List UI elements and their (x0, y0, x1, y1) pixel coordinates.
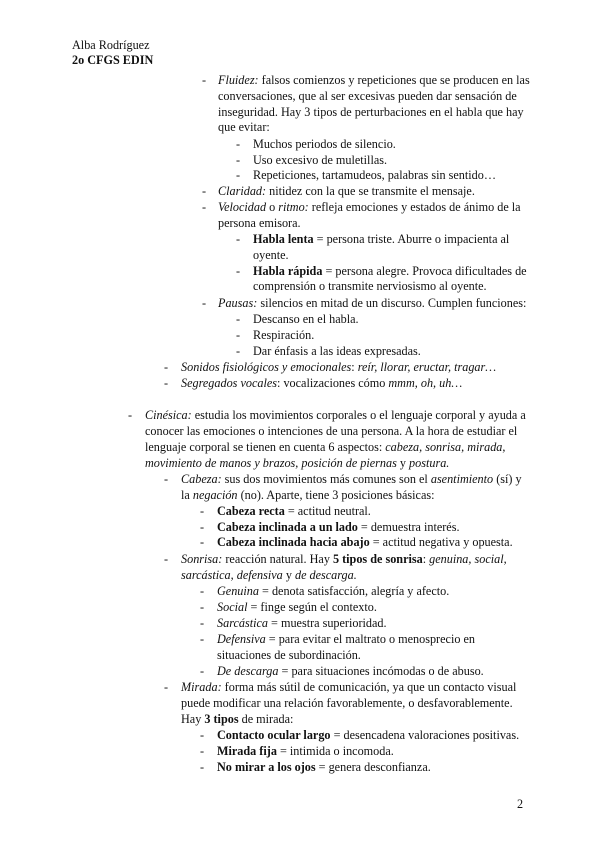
bold-term: Cabeza inclinada hacia abajo (217, 535, 370, 549)
bold-term: Cabeza inclinada a un lado (217, 520, 358, 534)
term: Velocidad (218, 200, 267, 214)
cabeza-item (217, 535, 513, 551)
mirada-item (217, 744, 394, 760)
sonrisa-item (217, 584, 449, 600)
segregados-line (181, 376, 462, 392)
cabeza-item (217, 520, 460, 536)
bullet-dash: - (200, 664, 205, 678)
text: = intimida o incomoda. (276, 744, 394, 758)
bullet-dash: - (200, 600, 205, 614)
bullet-dash: - (236, 137, 241, 151)
text: (sí) y (493, 472, 522, 486)
bullet-dash: - (236, 344, 241, 358)
term: negación (192, 488, 238, 502)
sonrisa-item-continuation: situaciones de subordinación. (217, 648, 361, 662)
term: Cinésica: (145, 408, 192, 422)
bullet-dash: - (200, 584, 205, 598)
bold-term: Cabeza recta (217, 504, 285, 518)
mirada-item (217, 760, 431, 776)
fluidez-line-4: que evitar: (218, 120, 270, 134)
cabeza-line-2 (181, 488, 435, 504)
fluidez-line-1 (218, 73, 530, 89)
text: Hay (181, 712, 205, 726)
text: = muestra superioridad. (268, 616, 387, 630)
text: la (181, 488, 193, 502)
bullet-dash: - (200, 504, 205, 518)
bold-term: 5 tipos de sonrisa (332, 552, 423, 566)
mirada-line-2: puede modificar una relación favorablemente, o desfavorablemente. (181, 696, 513, 710)
text: (no). Aparte, tiene 3 posiciones básicas: (237, 488, 435, 502)
bullet-dash: - (202, 200, 207, 214)
header-course: 2o CFGS EDIN (72, 53, 154, 67)
sonrisa-item (217, 632, 475, 648)
text: = persona triste. Aburre o impacienta al (313, 232, 510, 246)
bullet-dash: - (200, 520, 205, 534)
sonrisa-item (217, 600, 377, 616)
habla-lenta-line-2: oyente. (253, 248, 289, 262)
text: silencios en mitad de un discurso. Cumplen funciones: (257, 296, 527, 310)
types: sarcástica, defensiva (181, 568, 283, 582)
term: asentimiento (430, 472, 494, 486)
habla-lenta-line-1 (253, 232, 509, 248)
bold-term: No mirar a los ojos (217, 760, 316, 774)
bullet-dash: - (164, 360, 169, 374)
cinesica-line-3 (145, 440, 505, 456)
cinesica-line-4 (145, 456, 449, 472)
fluidez-item: Uso excesivo de muletillas. (253, 153, 388, 167)
sonrisa-item (217, 616, 387, 632)
cabeza-line-1 (181, 472, 522, 488)
bold-term: Contacto ocular largo (217, 728, 331, 742)
bullet-dash: - (236, 168, 241, 182)
term: De descarga (217, 664, 279, 678)
mirada-line-1 (181, 680, 516, 696)
text: nitidez con la que se transmite el mensaje. (266, 184, 475, 198)
bullet-dash: - (128, 408, 133, 422)
bold-term: Habla rápida (253, 264, 323, 278)
types: genuina, social, (429, 552, 507, 566)
pausas-item: Respiración. (253, 328, 315, 342)
text: estudia los movimientos corporales o el lenguaje corporal y ayuda a (191, 408, 526, 422)
cinesica-line-1 (145, 408, 526, 424)
bullet-dash: - (200, 632, 205, 646)
text: = para situaciones incómodas o de abuso. (278, 664, 484, 678)
term: ritmo: (278, 200, 309, 214)
header-author: Alba Rodríguez (72, 38, 150, 52)
habla-rapida-line-1 (253, 264, 527, 280)
term: Segregados vocales (181, 376, 278, 390)
bullet-dash: - (200, 760, 205, 774)
cinesica-line-2: conocer las emociones o intenciones de una persona. A la hora de estudiar el (145, 424, 518, 438)
text: falsos comienzos y repeticiones que se producen en las (258, 73, 530, 87)
text: = actitud negativa y opuesta. (369, 535, 513, 549)
bullet-dash: - (236, 312, 241, 326)
fluidez-line-3: inseguridad. Hay 3 tipos de perturbaciones en el habla que hay (218, 105, 524, 119)
bullet-dash: - (202, 296, 207, 310)
sonidos-line (181, 360, 496, 376)
text: = actitud neutral. (284, 504, 371, 518)
sonrisa-item (217, 664, 484, 680)
aspects: postura. (409, 456, 450, 470)
bullet-dash: - (164, 680, 169, 694)
bullet-dash: - (202, 184, 207, 198)
text: : vocalizaciones cómo (277, 376, 389, 390)
bullet-dash: - (200, 744, 205, 758)
claridad-line (218, 184, 475, 200)
term: Sarcástica (217, 616, 268, 630)
term: Cabeza: (181, 472, 222, 486)
text: refleja emociones y estados de ánimo de la (308, 200, 521, 214)
bullet-dash: - (236, 153, 241, 167)
text: y (282, 568, 295, 582)
bullet-dash: - (236, 328, 241, 342)
bullet-dash: - (164, 552, 169, 566)
sonrisa-line-2 (181, 568, 357, 584)
velocidad-line-2: persona emisora. (218, 216, 301, 230)
text: sus dos movimientos más comunes son el (221, 472, 431, 486)
aspects: movimiento de manos y brazos, posición de piernas (145, 456, 397, 470)
aspects: cabeza, sonrisa, mirada, (385, 440, 506, 454)
text: = denota satisfacción, alegría y afecto. (258, 584, 450, 598)
text: o (266, 200, 279, 214)
text: = desencadena valoraciones positivas. (330, 728, 520, 742)
term: Defensiva (217, 632, 266, 646)
bullet-dash: - (200, 616, 205, 630)
pausas-line (218, 296, 526, 312)
pausas-item: Descanso en el habla. (253, 312, 359, 326)
bullet-dash: - (164, 472, 169, 486)
fluidez-line-2: conversaciones, que al ser excesivas pueden dar sensación de (218, 89, 517, 103)
velocidad-line-1 (218, 200, 521, 216)
bullet-dash: - (200, 728, 205, 742)
types: de descarga. (294, 568, 357, 582)
text: = demuestra interés. (357, 520, 460, 534)
bullet-dash: - (236, 264, 241, 278)
bullet-dash: - (236, 232, 241, 246)
page-number: 2 (517, 797, 524, 811)
text: de mirada: (238, 712, 294, 726)
mirada-item (217, 728, 519, 744)
term: Genuina (217, 584, 259, 598)
examples: mmm, oh, uh… (388, 376, 463, 390)
text: : (351, 360, 358, 374)
text: = genera desconfianza. (315, 760, 431, 774)
habla-rapida-line-2: comprensión o transmite nerviosismo al oyente. (253, 279, 487, 293)
text: = persona alegre. Provoca dificultades de (322, 264, 527, 278)
bullet-dash: - (202, 73, 207, 87)
text: forma más sútil de comunicación, ya que un contacto visual (221, 680, 517, 694)
bold-term: 3 tipos (204, 712, 239, 726)
term: Fluidez: (218, 73, 259, 87)
bold-term: Mirada fija (217, 744, 277, 758)
fluidez-item: Repeticiones, tartamudeos, palabras sin sentido… (253, 168, 497, 182)
text: lenguaje corporal se tienen en cuenta 6 aspectos: (145, 440, 386, 454)
pausas-item: Dar énfasis a las ideas expresadas. (253, 344, 421, 358)
term: Claridad: (218, 184, 267, 198)
term: Social (217, 600, 248, 614)
text: = finge según el contexto. (247, 600, 377, 614)
text: = para evitar el maltrato o menosprecio en (265, 632, 475, 646)
text: y (396, 456, 410, 470)
bullet-dash: - (164, 376, 169, 390)
term: Sonidos fisiológicos y emocionales (181, 360, 352, 374)
term: Sonrisa: (181, 552, 223, 566)
term: Mirada: (181, 680, 222, 694)
bullet-dash: - (200, 535, 205, 549)
cabeza-item (217, 504, 371, 520)
mirada-line-3 (181, 712, 293, 728)
fluidez-item: Muchos periodos de silencio. (253, 137, 396, 151)
text: : (422, 552, 430, 566)
term: Pausas: (218, 296, 258, 310)
text: reacción natural. Hay (222, 552, 333, 566)
bold-term: Habla lenta (253, 232, 314, 246)
sonrisa-line-1 (181, 552, 507, 568)
examples: reír, llorar, eructar, tragar… (357, 360, 497, 374)
